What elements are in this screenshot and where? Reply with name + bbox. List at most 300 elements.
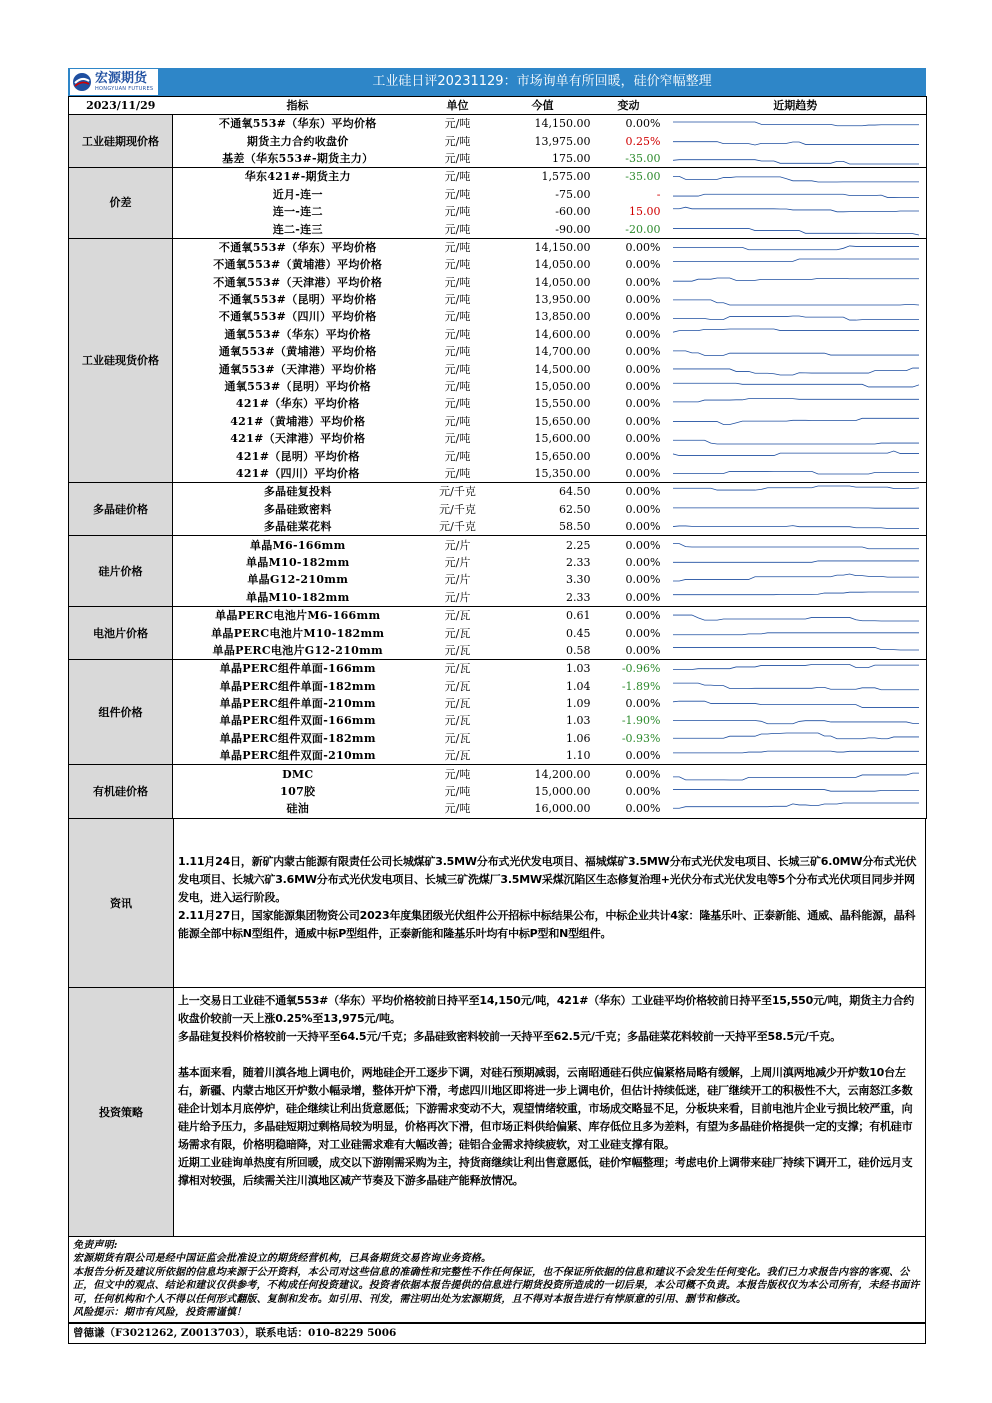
table-row: [69, 115, 927, 133]
sparkline-path: [673, 733, 919, 739]
sparkline: [673, 519, 919, 534]
sparkline-cell: [665, 501, 927, 518]
sparkline: [673, 661, 919, 676]
sparkline-cell: [665, 518, 927, 536]
table-row: [69, 274, 927, 291]
sparkline: [673, 396, 919, 411]
indicator-name: 单晶PERC组件单面-182mm: [219, 679, 376, 693]
value-cell: 64.50: [493, 483, 593, 501]
indicator-name: 单晶PERC组件双面-182mm: [219, 731, 376, 745]
indicator-name: 单晶PERC电池片M6-166mm: [173, 606, 423, 624]
sparkline-path: [673, 561, 919, 562]
indicator-name: 421#（天津港）平均价格: [230, 432, 366, 446]
change-cell: 0.00%: [625, 555, 661, 569]
table-row: [69, 624, 927, 641]
table-row: [69, 168, 927, 186]
table-row: [69, 238, 927, 256]
sparkline: [673, 502, 919, 517]
sparkline-cell: [665, 589, 927, 607]
category-label: 多晶硅价格: [69, 483, 173, 536]
disclaimer-paragraph: 本报告分析及建议所依据的信息均来源于公开资料，本公司对这些信息的准确性和完整性不作任何保证，也不保证所依据的信息和建议不会发生任何变化。我们已力求报告内容的客观、公正，但文中的观点、结论和建议仅供参考，不构成任何投资建议。投资者依据本报告提供的信息进行期货投资所造成的一切后果，本公司概不负责。本报告版权仅为本公司所有，未经书面许可，任何机构和个人不得以任何形式翻版、复制和发布。如引用、刊发，需注明出处为宏源期货，且不得对本报告进行有悖原意的引用、删节和修改。: [73, 1266, 920, 1305]
unit-cell: 元/吨: [444, 293, 471, 307]
sparkline-path: [673, 329, 919, 332]
unit-cell: 元/片: [423, 536, 493, 554]
change-cell: 0.00%: [625, 590, 661, 604]
disclaimer-paragraph: 宏源期货有限公司是经中国证监会批准设立的期货经营机构，已具备期货交易咨询业务资格。: [73, 1253, 492, 1265]
change-cell: 0.00%: [625, 467, 661, 480]
value-cell: 62.50: [559, 502, 591, 516]
sparkline-path: [673, 383, 919, 387]
change-cell: 0.00%: [625, 626, 661, 640]
strategy-section: [68, 988, 926, 1237]
sparkline-path: [673, 632, 919, 634]
sparkline-cell: [665, 256, 927, 273]
indicator-name: 107胶: [280, 785, 316, 799]
value-cell: 1.03: [493, 660, 593, 678]
sparkline-path: [673, 300, 919, 305]
table-row: [69, 186, 927, 203]
sparkline-path: [673, 451, 919, 456]
change-cell: 0.00%: [625, 345, 661, 359]
sparkline: [673, 169, 919, 184]
sparkline: [673, 275, 919, 290]
sparkline-cell: [665, 483, 927, 501]
sparkline: [673, 344, 919, 359]
table-row: [69, 360, 927, 377]
header-indicator: 指标: [173, 97, 423, 115]
sparkline-cell: [665, 447, 927, 464]
sparkline-path: [673, 246, 919, 250]
sparkline: [673, 134, 919, 149]
sparkline-cell: [665, 606, 927, 624]
report-date: 2023/11/29: [69, 97, 173, 115]
value-cell: 15,650.00: [534, 414, 591, 428]
unit-cell: 元/片: [444, 555, 471, 569]
news-paragraph: 2.11月27日，国家能源集团物资公司2023年度集团级光伏组件公开招标中标结果公布，中标企业共计4家：隆基乐叶、正泰新能、通威、晶科能源，晶科能源全部中标N型组件，通威中标P型组件，正泰新能和隆基乐叶均有中标P型和N型组件。: [178, 908, 916, 940]
sparkline-path: [673, 278, 919, 281]
sparkline: [673, 572, 919, 587]
sparkline-path: [673, 701, 919, 707]
change-cell: 0.00%: [625, 275, 661, 289]
sparkline-cell: [665, 800, 927, 818]
table-row: [69, 483, 927, 501]
indicator-name: 通氧553#（黄埔港）平均价格: [218, 345, 377, 359]
value-cell: 3.30: [566, 573, 591, 587]
sparkline: [673, 292, 919, 307]
sparkline-path: [673, 574, 919, 581]
unit-cell: 元/吨: [444, 310, 471, 324]
table-row: [69, 501, 927, 518]
value-cell: 1.04: [566, 679, 591, 693]
change-cell: 0.00%: [625, 449, 661, 463]
change-cell: 0.00%: [625, 502, 661, 516]
value-cell: 1.06: [566, 731, 591, 745]
change-cell: 0.00%: [625, 643, 661, 657]
sparkline-path: [673, 207, 919, 212]
indicator-name: 单晶G12-210mm: [247, 573, 349, 587]
unit-cell: 元/吨: [444, 187, 471, 201]
value-cell: 1.03: [566, 714, 591, 728]
unit-cell: 元/吨: [444, 449, 471, 463]
value-cell: -60.00: [555, 205, 591, 219]
company-logo-icon: [72, 72, 92, 92]
sparkline: [673, 431, 919, 446]
sparkline-cell: [665, 642, 927, 660]
sparkline: [673, 731, 919, 746]
sparkline-cell: [665, 730, 927, 747]
indicator-name: 421#（昆明）平均价格: [235, 449, 360, 463]
change-cell: 0.00%: [625, 785, 661, 799]
sparkline: [673, 116, 919, 131]
sparkline-cell: [665, 571, 927, 588]
unit-cell: 元/吨: [444, 802, 471, 816]
value-cell: 0.61: [493, 606, 593, 624]
value-cell: 14,700.00: [534, 345, 591, 359]
disclaimer-risk: 风险提示：期市有风险，投资需谨慎！: [73, 1307, 247, 1319]
value-cell: 15,350.00: [534, 467, 591, 480]
sparkline-path: [673, 418, 919, 424]
category-label: 电池片价格: [69, 606, 173, 659]
change-cell: 0.25%: [625, 134, 661, 148]
table-row: [69, 343, 927, 360]
sparkline: [673, 187, 919, 202]
sparkline: [673, 590, 919, 605]
unit-cell: 元/瓦: [444, 731, 471, 745]
sparkline-cell: [665, 360, 927, 377]
change-cell: 0.00%: [593, 765, 665, 783]
sparkline-path: [673, 486, 919, 490]
header-change: 变动: [593, 97, 665, 115]
unit-cell: 元/吨: [423, 168, 493, 186]
sparkline: [673, 257, 919, 272]
change-cell: -20.00: [625, 222, 661, 236]
sparkline-cell: [665, 536, 927, 554]
sparkline: [673, 748, 919, 763]
report-banner: [68, 68, 926, 96]
change-cell: 0.00%: [625, 362, 661, 376]
unit-cell: 元/吨: [444, 785, 471, 799]
sparkline-cell: [665, 430, 927, 447]
change-cell: 0.00%: [625, 258, 661, 272]
unit-cell: 元/瓦: [423, 660, 493, 678]
news-paragraph: 1.11月24日，新矿内蒙古能源有限责任公司长城煤矿3.5MW分布式光伏发电项目、福城煤矿3.5MW分布式光伏发电项目、长城三矿6.0MW分布式光伏发电项目、长城六矿3.6MW分布式光伏发电项目、长城三矿洗煤厂3.5MW采煤沉陷区生态修复治理+光伏分布式光伏发电等5个分布式光伏项目同步并网发电，进入运行阶段。: [178, 854, 917, 904]
change-cell: 0.00%: [593, 483, 665, 501]
value-cell: 14,150.00: [493, 238, 593, 256]
table-row: [69, 536, 927, 554]
indicator-name: 连二-连三: [272, 222, 323, 236]
strategy-label: 投资策略: [69, 988, 174, 1236]
price-table: [68, 96, 927, 819]
table-row: [69, 413, 927, 430]
sparkline-cell: [665, 274, 927, 291]
table-row: [69, 571, 927, 588]
sparkline: [673, 555, 919, 570]
indicator-name: 连一-连二: [272, 205, 323, 219]
change-cell: -35.00: [593, 168, 665, 186]
sparkline-cell: [665, 413, 927, 430]
report-sheet: [68, 68, 926, 1344]
contact-line: 曾德谦（F3021262, Z0013703），联系电话：010-8229 5006: [68, 1323, 926, 1344]
sparkline-path: [673, 721, 919, 724]
news-label: 资讯: [69, 819, 174, 987]
value-cell: 15,050.00: [534, 380, 591, 394]
table-row: [69, 395, 927, 412]
sparkline-cell: [665, 678, 927, 695]
unit-cell: 元/吨: [444, 362, 471, 376]
value-cell: 15,600.00: [534, 432, 591, 446]
header-value: 今值: [493, 97, 593, 115]
change-cell: -1.90%: [621, 714, 661, 728]
sparkline: [673, 379, 919, 394]
indicator-name: 不通氧553#（昆明）平均价格: [218, 293, 377, 307]
sparkline-path: [673, 194, 919, 197]
sparkline: [673, 240, 919, 255]
unit-cell: 元/吨: [444, 258, 471, 272]
change-cell: -0.96%: [593, 660, 665, 678]
indicator-name: 单晶PERC电池片G12-210mm: [212, 643, 383, 657]
sparkline-path: [673, 141, 919, 144]
unit-cell: 元/吨: [444, 205, 471, 219]
sparkline-path: [673, 665, 919, 670]
change-cell: 0.00%: [625, 573, 661, 587]
indicator-name: 单晶PERC组件单面-210mm: [219, 697, 376, 711]
change-cell: 0.00%: [593, 606, 665, 624]
sparkline-cell: [665, 747, 927, 765]
unit-cell: 元/吨: [444, 414, 471, 428]
sparkline: [673, 538, 919, 553]
indicator-name: 不通氧553#（黄埔港）平均价格: [213, 258, 383, 272]
value-cell: 14,600.00: [534, 327, 591, 341]
unit-cell: 元/吨: [444, 345, 471, 359]
category-label: 有机硅价格: [69, 765, 173, 818]
sparkline: [673, 309, 919, 324]
indicator-name: 通氧553#（华东）平均价格: [224, 327, 371, 341]
sparkline-path: [673, 647, 919, 650]
sparkline: [673, 713, 919, 728]
change-cell: 0.00%: [593, 536, 665, 554]
table-row: [69, 308, 927, 325]
change-cell: -: [656, 187, 661, 201]
sparkline: [673, 696, 919, 711]
sparkline: [673, 449, 919, 464]
sparkline-cell: [665, 203, 927, 220]
sparkline-cell: [665, 150, 927, 168]
unit-cell: 元/瓦: [444, 749, 471, 763]
unit-cell: 元/吨: [423, 238, 493, 256]
value-cell: 15,650.00: [534, 449, 591, 463]
news-section: [68, 819, 926, 988]
indicator-name: 单晶PERC电池片M10-182mm: [211, 626, 385, 640]
sparkline-path: [673, 177, 919, 183]
value-cell: 16,000.00: [534, 802, 591, 816]
sparkline-path: [673, 773, 919, 780]
sparkline-path: [673, 790, 919, 792]
sparkline-cell: [665, 291, 927, 308]
value-cell: 1,575.00: [493, 168, 593, 186]
unit-cell: 元/千克: [423, 483, 493, 501]
indicator-name: 华东421#-期货主力: [173, 168, 423, 186]
unit-cell: 元/吨: [444, 134, 471, 148]
sparkline-cell: [665, 395, 927, 412]
sparkline: [673, 626, 919, 641]
strategy-paragraph: 上一交易日工业硅不通氧553#（华东）平均价格较前日持平至14,150元/吨，421#（华东）工业硅平均价格较前日持平至15,550元/吨，期货主力合约收盘价较前一天上涨0.25%至13,975元/吨。: [178, 993, 915, 1025]
header-trend: 近期趋势: [665, 97, 927, 115]
table-header-row: [69, 97, 927, 115]
indicator-name: 通氧553#（昆明）平均价格: [224, 380, 371, 394]
table-row: [69, 660, 927, 678]
table-row: [69, 712, 927, 729]
sparkline: [673, 151, 919, 166]
header-unit: 单位: [423, 97, 493, 115]
change-cell: 0.00%: [625, 293, 661, 307]
strategy-paragraph: 近期工业硅询单热度有所回暖，成交以下游刚需采购为主，持货商继续让利出售意愿低，硅价窄幅整理；考虑电价上调带来硅厂持续下调开工，硅价远月支撑相对较强，后续需关注川滇地区减产节奏及下游多晶硅产能释放情况。: [178, 1155, 913, 1187]
strategy-body: [174, 988, 925, 1236]
unit-cell: 元/瓦: [444, 679, 471, 693]
indicator-name: 421#（四川）平均价格: [235, 467, 360, 480]
unit-cell: 元/瓦: [444, 643, 471, 657]
indicator-name: 单晶M10-182mm: [245, 555, 350, 569]
unit-cell: 元/千克: [439, 520, 476, 534]
value-cell: 14,200.00: [493, 765, 593, 783]
sparkline: [673, 327, 919, 342]
sparkline-cell: [665, 343, 927, 360]
table-row: [69, 378, 927, 395]
unit-cell: 元/吨: [444, 275, 471, 289]
change-cell: 0.00%: [625, 310, 661, 324]
change-cell: 0.00%: [625, 802, 661, 816]
news-body: [174, 819, 925, 987]
sparkline: [673, 484, 919, 499]
change-cell: 0.00%: [625, 414, 661, 428]
company-logo: [70, 69, 158, 95]
value-cell: 14,050.00: [534, 275, 591, 289]
sparkline: [673, 767, 919, 782]
sparkline: [673, 801, 919, 816]
value-cell: 1.10: [566, 749, 591, 763]
unit-cell: 元/千克: [439, 502, 476, 516]
sparkline-cell: [665, 238, 927, 256]
value-cell: 1.09: [566, 697, 591, 711]
unit-cell: 元/片: [444, 590, 471, 604]
unit-cell: 元/吨: [444, 380, 471, 394]
sparkline-cell: [665, 624, 927, 641]
indicator-name: 单晶PERC组件单面-166mm: [173, 660, 423, 678]
change-cell: 0.00%: [625, 749, 661, 763]
value-cell: 0.58: [566, 643, 591, 657]
value-cell: -75.00: [555, 187, 591, 201]
value-cell: 2.33: [566, 590, 591, 604]
value-cell: 13,850.00: [534, 310, 591, 324]
table-row: [69, 606, 927, 624]
strategy-paragraph: 基本面来看，随着川滇各地上调电价，两地硅企开工逐步下调，对硅石预期减弱，云南昭通硅石供应偏紧格局略有缓解，上周川滇两地减少开炉数10台左右，新疆、内蒙古地区开炉数小幅录增，整体开炉下滑，考虑四川地区即将进一步上调电价，但估计持续低迷，硅厂继续开工的积极性不大，云南怒江多数硅企计划本月底停炉，硅企继续让利出货意愿低；下游需求变动不大，观望情绪较重，市场成交略显不足，分板块来看，目前电池片企业亏损比较严重，向硅片给予压力，多晶硅短期过剩格局较为明显，价格再次下滑，但市场正料供给偏紧、库存低位且多为差料，有望为多晶硅价格提供一定的支撑；有机硅市场需求有限，价格明稳暗降，对工业硅需求难有大幅改善；硅铝合金需求持续疲软，对工业硅支撑有限。: [178, 1065, 913, 1151]
unit-cell: 元/瓦: [444, 697, 471, 711]
sparkline-cell: [665, 168, 927, 186]
indicator-name: 通氧553#（天津港）平均价格: [218, 362, 377, 376]
table-row: [69, 203, 927, 220]
sparkline-path: [673, 751, 919, 753]
table-row: [69, 150, 927, 168]
value-cell: 58.50: [559, 520, 591, 534]
change-cell: 15.00: [629, 205, 661, 219]
unit-cell: 元/瓦: [444, 714, 471, 728]
indicator-name: 硅油: [286, 802, 310, 816]
indicator-name: 不通氧553#（华东）平均价格: [173, 115, 423, 133]
value-cell: 0.45: [566, 626, 591, 640]
unit-cell: 元/瓦: [444, 626, 471, 640]
sparkline-cell: [665, 765, 927, 783]
disclaimer-title: 免责声明:: [73, 1239, 118, 1251]
sparkline: [673, 362, 919, 377]
value-cell: 2.25: [493, 536, 593, 554]
unit-cell: 元/吨: [444, 397, 471, 411]
sparkline-cell: [665, 115, 927, 133]
table-row: [69, 220, 927, 238]
sparkline-path: [673, 160, 919, 164]
value-cell: 175.00: [552, 151, 591, 165]
sparkline-path: [673, 259, 919, 261]
sparkline-path: [673, 228, 919, 235]
sparkline-cell: [665, 712, 927, 729]
table-row: [69, 447, 927, 464]
value-cell: 15,550.00: [534, 397, 591, 411]
strategy-paragraph: 多晶硅复投料价格较前一天持平至64.5元/千克；多晶硅致密料较前一天持平至62.5元/千克；多晶硅菜花料较前一天持平至58.5元/千克。: [178, 1029, 841, 1043]
category-label: 工业硅期现价格: [69, 115, 173, 168]
unit-cell: 元/吨: [423, 115, 493, 133]
indicator-name: 不通氧553#（天津港）平均价格: [213, 275, 383, 289]
unit-cell: 元/吨: [444, 151, 471, 165]
table-row: [69, 783, 927, 800]
change-cell: 0.00%: [625, 432, 661, 446]
value-cell: 13,975.00: [534, 134, 591, 148]
change-cell: 0.00%: [625, 327, 661, 341]
indicator-name: 多晶硅复投料: [173, 483, 423, 501]
change-cell: 0.00%: [625, 380, 661, 394]
logo-en-text: HONGYUAN FUTURES: [95, 86, 154, 92]
change-cell: 0.00%: [625, 697, 661, 711]
unit-cell: 元/片: [444, 573, 471, 587]
indicator-name: 单晶PERC组件双面-166mm: [219, 714, 376, 728]
sparkline-cell: [665, 220, 927, 238]
table-row: [69, 695, 927, 712]
table-row: [69, 132, 927, 149]
indicator-name: 近月-连一: [272, 187, 323, 201]
table-row: [69, 518, 927, 536]
sparkline: [673, 204, 919, 219]
table-row: [69, 642, 927, 660]
sparkline-path: [673, 399, 919, 402]
sparkline-path: [673, 122, 919, 126]
indicator-name: 421#（华东）平均价格: [235, 397, 360, 411]
indicator-name: 基差（华东553#-期货主力）: [222, 151, 374, 165]
logo-cn-text: 宏源期货: [95, 71, 148, 86]
value-cell: 14,500.00: [534, 362, 591, 376]
table-row: [69, 326, 927, 343]
unit-cell: 元/吨: [444, 327, 471, 341]
sparkline-cell: [665, 186, 927, 203]
table-row: [69, 678, 927, 695]
change-cell: 0.00%: [593, 238, 665, 256]
change-cell: 0.00%: [625, 397, 661, 411]
indicator-name: 421#（黄埔港）平均价格: [230, 414, 366, 428]
unit-cell: 元/瓦: [423, 606, 493, 624]
table-row: [69, 765, 927, 783]
unit-cell: 元/吨: [444, 467, 471, 480]
sparkline-path: [673, 543, 919, 548]
sparkline-path: [673, 683, 919, 690]
indicator-name: 单晶M10-182mm: [245, 590, 350, 604]
table-row: [69, 747, 927, 765]
sparkline-cell: [665, 660, 927, 678]
